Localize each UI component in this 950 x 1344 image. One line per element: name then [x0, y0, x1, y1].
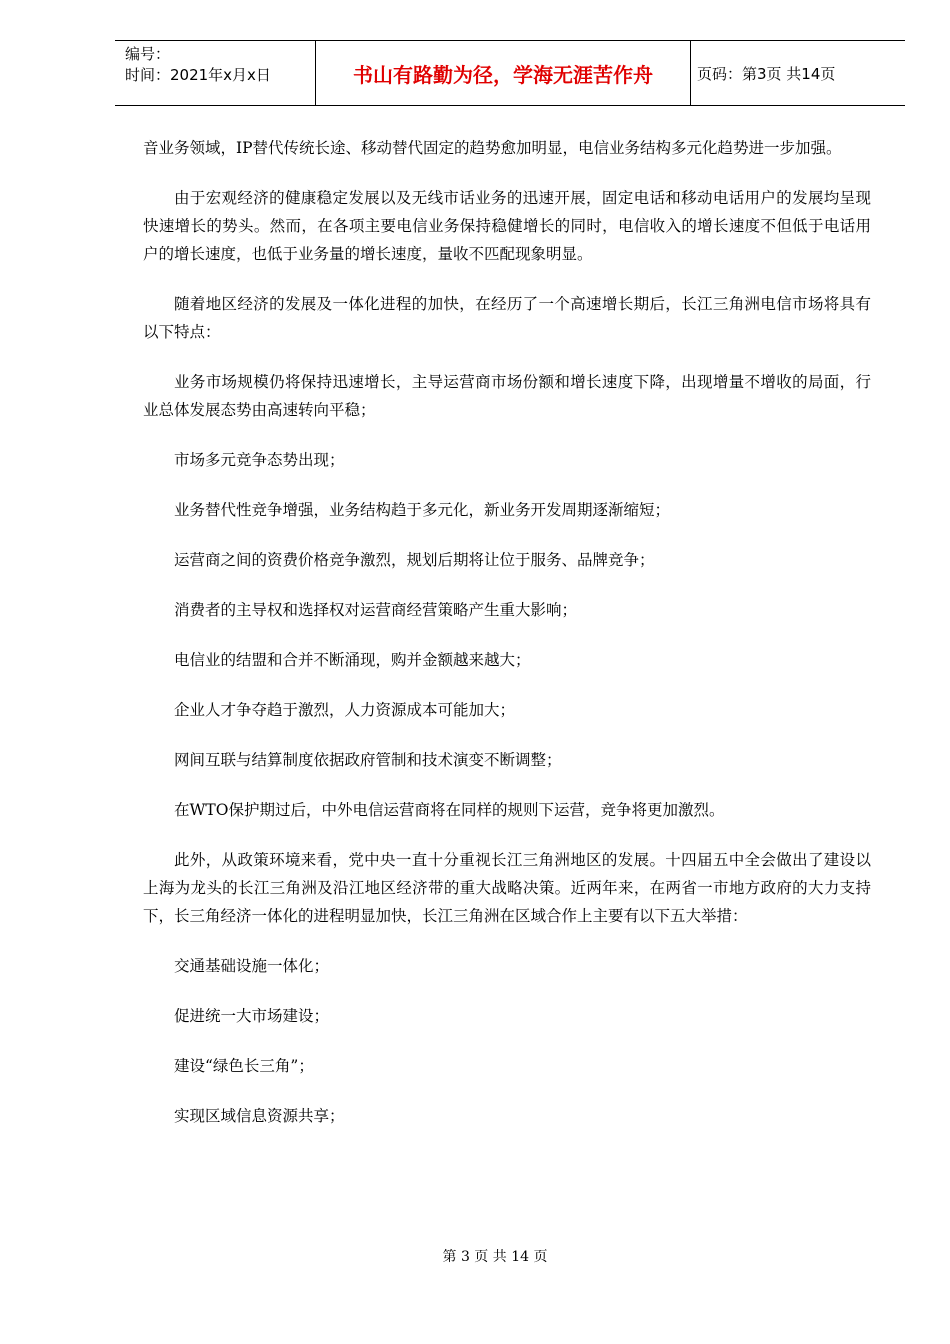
- document-body: [143, 134, 871, 1152]
- list-item: 消费者的主导权和选择权对运营商经营策略产生重大影响；: [174, 601, 578, 619]
- list-item: 实现区域信息资源共享；: [174, 1107, 345, 1125]
- header-page-number: 页码：第3页 共14页: [697, 64, 836, 83]
- paragraph: 此外，从政策环境来看，党中央一直十分重视长江三角洲地区的发展。十四届五中全会做出了建设以上海为龙头的长江三角洲及沿江地区经济带的重大战略决策。近两年来，在两省一市地方政府的大力支持下，长三角经济一体化的进程明显加快，长江三角洲在区域合作上主要有以下五大举措：: [143, 851, 871, 925]
- list-item: 交通基础设施一体化；: [174, 957, 330, 975]
- paragraph: 由于宏观经济的健康稳定发展以及无线市话业务的迅速开展，固定电话和移动电话用户的发展均呈现快速增长的势头。然而，在各项主要电信业务保持稳健增长的同时，电信收入的增长速度不但低于电话用户的增长速度，也低于业务量的增长速度，量收不匹配现象明显。: [143, 189, 871, 263]
- document-number-label: 编号：: [125, 45, 171, 63]
- paragraph: 随着地区经济的发展及一体化进程的加快，在经历了一个高速增长期后，长江三角洲电信市场将具有以下特点：: [143, 295, 871, 341]
- paragraph-continuation: 音业务领域，IP替代传统长途、移动替代固定的趋势愈加明显，电信业务结构多元化趋势进一步加强。: [143, 139, 842, 157]
- page-footer: 第 3 页 共 14 页: [442, 1249, 548, 1265]
- paragraph: 业务市场规模仍将保持迅速增长，主导运营商市场份额和增长速度下降，出现增量不增收的局面，行业总体发展态势由高速转向平稳；: [143, 373, 871, 419]
- list-item: 在WTO保护期过后，中外电信运营商将在同样的规则下运营，竞争将更加激烈。: [174, 801, 725, 819]
- header-motto: 书山有路勤为径，学海无涯苦作舟: [315, 41, 691, 105]
- page-header: [115, 40, 905, 106]
- list-item: 电信业的结盟和合并不断涌现，购并金额越来越大；: [174, 651, 531, 669]
- list-item: 运营商之间的资费价格竞争激烈，规划后期将让位于服务、品牌竞争；: [174, 551, 655, 569]
- list-item: 企业人才争夺趋于激烈，人力资源成本可能加大；: [174, 701, 516, 719]
- list-item: 业务替代性竞争增强，业务结构趋于多元化，新业务开发周期逐渐缩短；: [174, 501, 671, 519]
- list-item: 市场多元竞争态势出现；: [174, 451, 345, 469]
- list-item: 网间互联与结算制度依据政府管制和技术演变不断调整；: [174, 751, 562, 769]
- list-item: 建设“绿色长三角”；: [174, 1057, 314, 1075]
- list-item: 促进统一大市场建设；: [174, 1007, 330, 1025]
- header-meta: [125, 44, 271, 86]
- document-time-label: 时间：2021年x月x日: [125, 66, 271, 84]
